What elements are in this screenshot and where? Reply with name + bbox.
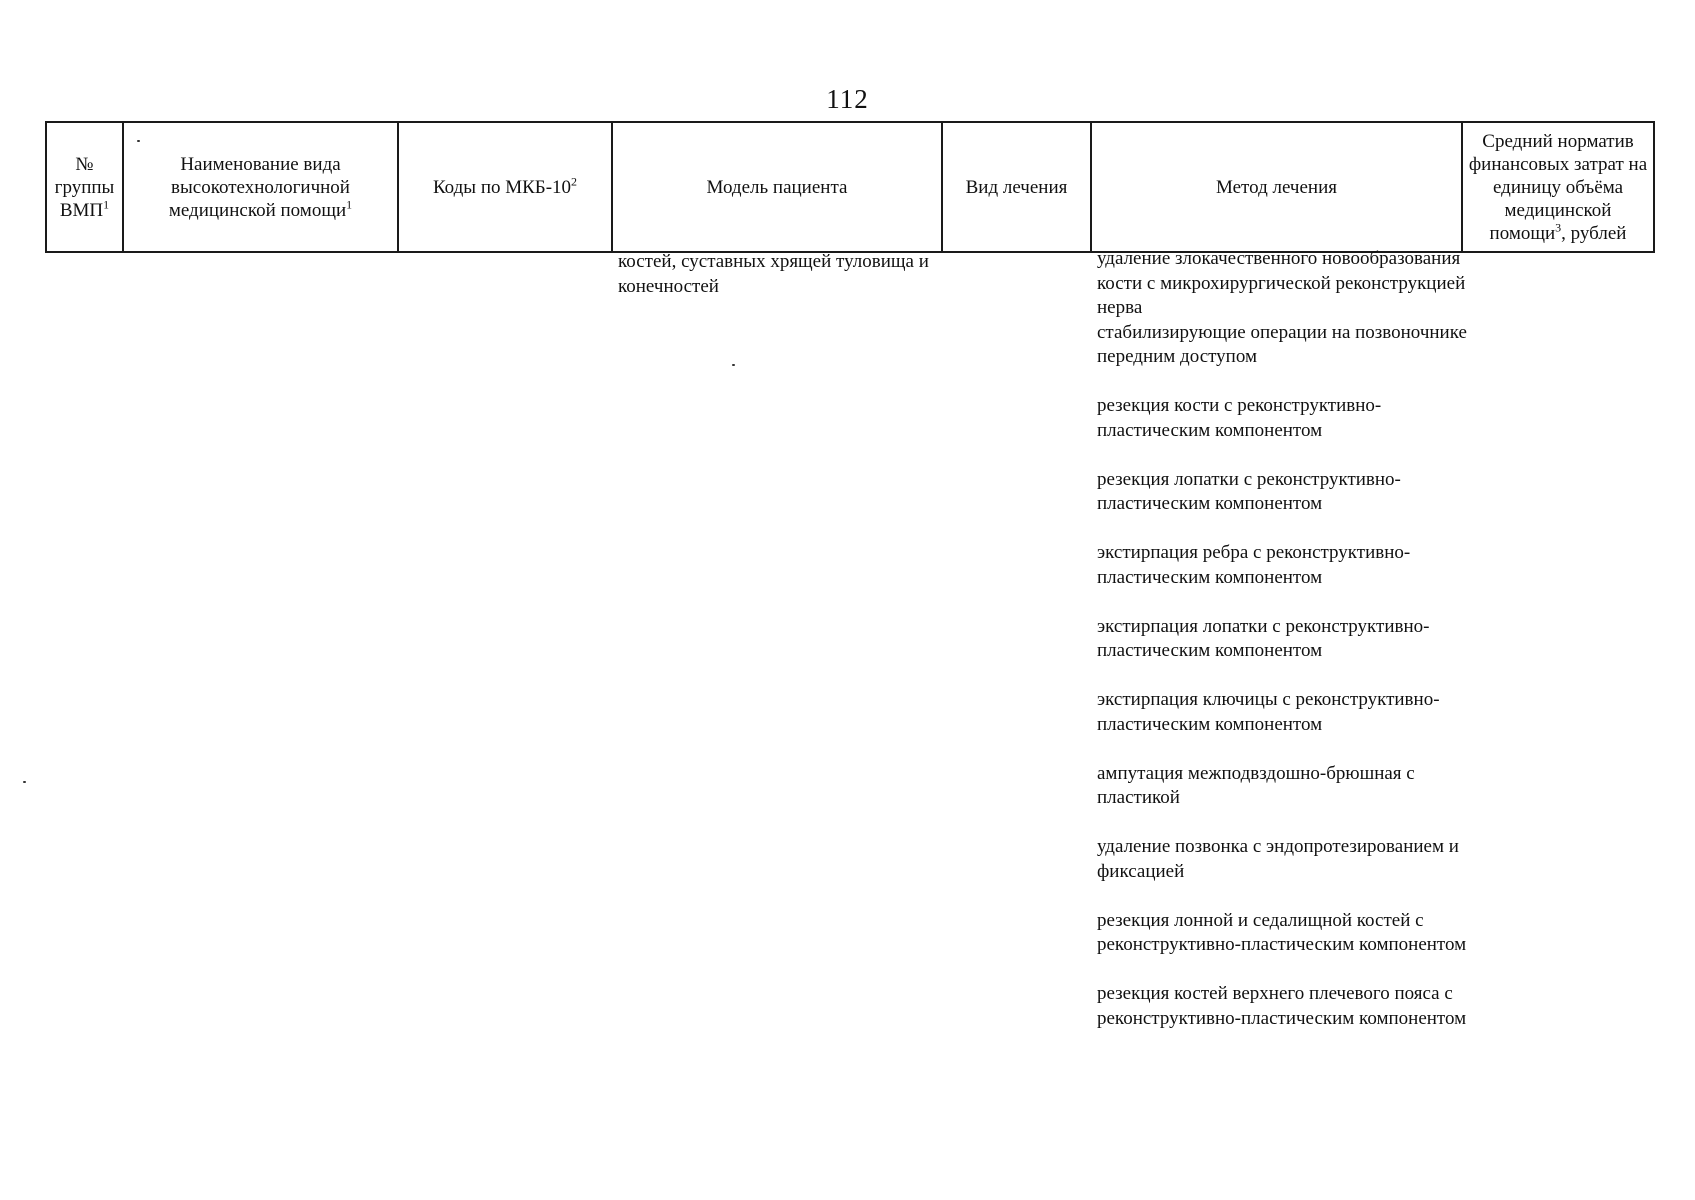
header-patient-model-label: Модель пациента [706,176,848,198]
method-item: ампутация межподвздошно-брюшная с пластикой [1097,762,1415,808]
header-care-type-name [123,122,398,252]
header-group-number [46,122,123,252]
method-item: экстирпация ребра с реконструктивно-пластическим компонентом [1097,542,1411,588]
patient-model-cell: костей, суставных хрящей туловища и конечностей [618,251,929,297]
scan-speck [137,140,140,142]
method-item: резекция костей верхнего плечевого пояса с реконструктивно-пластическим компонентом [1097,983,1467,1029]
footnote-ref-3: 3 [1555,220,1562,235]
header-treatment-method-label: Метод лечения [1215,176,1337,198]
header-treatment-type [942,122,1091,252]
table-header [45,121,1655,253]
page-number: 112 [826,84,869,114]
header-treatment-type-label: Вид лечения [965,176,1068,198]
footnote-ref-1b: 1 [346,197,353,212]
method-item: удаление позвонка с эндопротезированием и фиксацией [1097,836,1459,882]
footnote-ref-2: 2 [571,174,578,189]
header-icd-codes [398,122,612,252]
method-item: резекция лопатки с реконструктивно-пластическим компонентом [1097,468,1401,514]
header-cost-standard-label: Средний норматив финансовых затрат на единицу объёма медицинской помощи [1468,130,1648,244]
header-cost-standard-unit: , рублей [1561,222,1627,244]
scan-speck [23,781,26,783]
header-treatment-method [1091,122,1462,252]
method-item: стабилизирующие операции на позвоночнике передним доступом [1097,321,1467,367]
scan-speck [732,364,735,366]
header-cost-standard [1462,122,1654,252]
method-item: экстирпация лопатки с реконструктивно-пластическим компонентом [1097,615,1430,661]
method-item: резекция лонной и седалищной костей с реконструктивно-пластическим компонентом [1097,909,1467,955]
method-item: экстирпация ключицы с реконструктивно-пластическим компонентом [1097,689,1440,735]
header-patient-model [612,122,942,252]
header-icd-codes-label: Коды по МКБ-10 [432,176,572,198]
header-care-type-name-label: Наименование вида высокотехнологичной медицинской помощи [168,153,350,221]
treatment-method-list [1097,247,1467,1056]
method-item: удаление злокачественного новообразования кости с микрохирургической реконструкцией нерва [1097,248,1466,318]
method-item: резекция кости с реконструктивно-пластическим компонентом [1097,395,1382,441]
footnote-ref-1: 1 [103,197,110,212]
header-group-number-label: № группы ВМП [54,153,115,221]
